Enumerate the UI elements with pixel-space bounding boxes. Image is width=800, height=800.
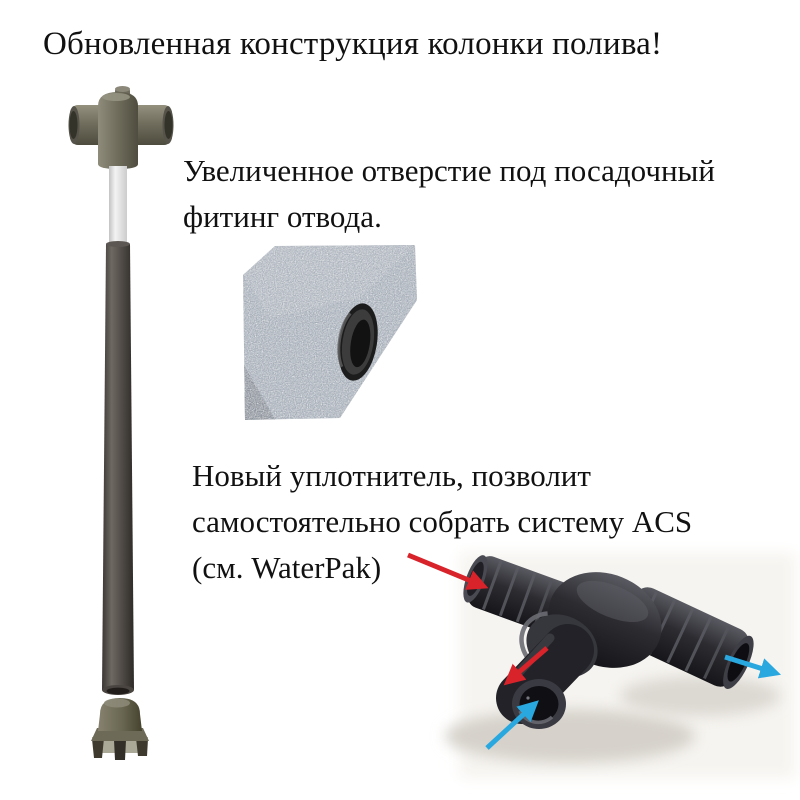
caption-line: самостоятельно собрать систему ACS <box>192 504 693 539</box>
fitting-shadow <box>620 676 780 716</box>
upper-white-tube <box>109 166 127 244</box>
tee-fitting-photo <box>400 538 800 800</box>
caption-line: Увеличенное отверстие под посадочный <box>183 153 715 188</box>
grommet-hole-photo <box>240 238 424 428</box>
page-title: Обновленная конструкция колонки полива! <box>43 26 663 62</box>
fitting-shadow <box>445 709 695 763</box>
speckled-panel <box>240 238 424 428</box>
caption-line: (см. WaterPak) <box>192 550 382 585</box>
caption-enlarged-hole <box>183 148 715 240</box>
watering-column-photo <box>20 80 190 770</box>
t-handle <box>69 92 174 169</box>
spike-tip <box>91 698 149 760</box>
caption-line: фитинг отвода. <box>183 199 382 234</box>
main-dark-tube <box>102 241 134 695</box>
caption-line: Новый уплотнитель, позволит <box>192 458 591 493</box>
